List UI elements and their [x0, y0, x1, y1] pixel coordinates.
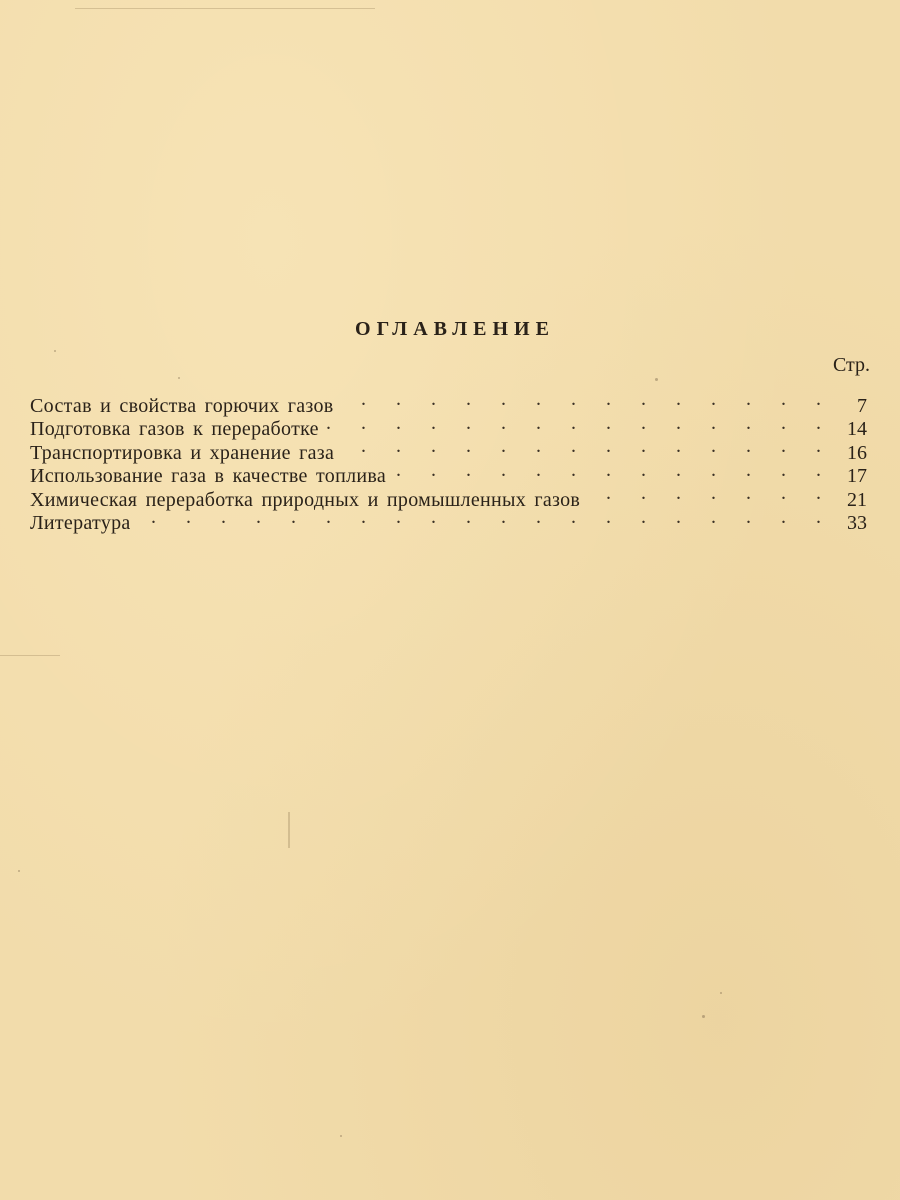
dot-leader [586, 482, 821, 506]
page-column-label: Стр. [832, 354, 870, 376]
toc-entry-title: Транспортировка и хранение газа [30, 441, 335, 464]
paper-speck [340, 1135, 342, 1137]
toc-entry-title: Состав и свойства горючих газов [30, 394, 334, 417]
dot-leader [340, 435, 821, 459]
toc-entry-page: 7 [857, 394, 867, 417]
paper-speck [702, 1015, 705, 1018]
toc-entry [30, 506, 867, 534]
toc-entry-title: Подготовка газов к переработке [30, 418, 319, 440]
paper-fiber [75, 8, 375, 9]
toc-entry-title: Химическая переработка природных и промышленных газов [30, 488, 581, 511]
toc-entry-title: Литература [30, 512, 131, 534]
dot-leader [137, 506, 821, 530]
toc-entry-page: 14 [847, 418, 867, 440]
paper-speck [18, 870, 20, 872]
paper-speck [178, 377, 180, 379]
toc-entry-title: Использование газа в качестве топлива [30, 465, 387, 487]
dot-leader [340, 388, 821, 412]
table-of-contents [30, 388, 867, 534]
toc-entry-page: 16 [847, 441, 867, 464]
paper-speck [655, 378, 658, 381]
paper-speck [54, 350, 56, 352]
toc-entry [30, 388, 867, 417]
paper-speck [720, 992, 722, 994]
toc-entry-page: 17 [847, 465, 867, 487]
toc-entry-page: 21 [847, 488, 867, 511]
paper-fiber [288, 812, 290, 848]
paper-fiber [0, 655, 60, 656]
dot-leader [392, 459, 821, 483]
page-title: ОГЛАВЛЕНИЕ [355, 318, 555, 340]
toc-entry-page: 33 [847, 512, 867, 534]
dot-leader [325, 412, 821, 436]
